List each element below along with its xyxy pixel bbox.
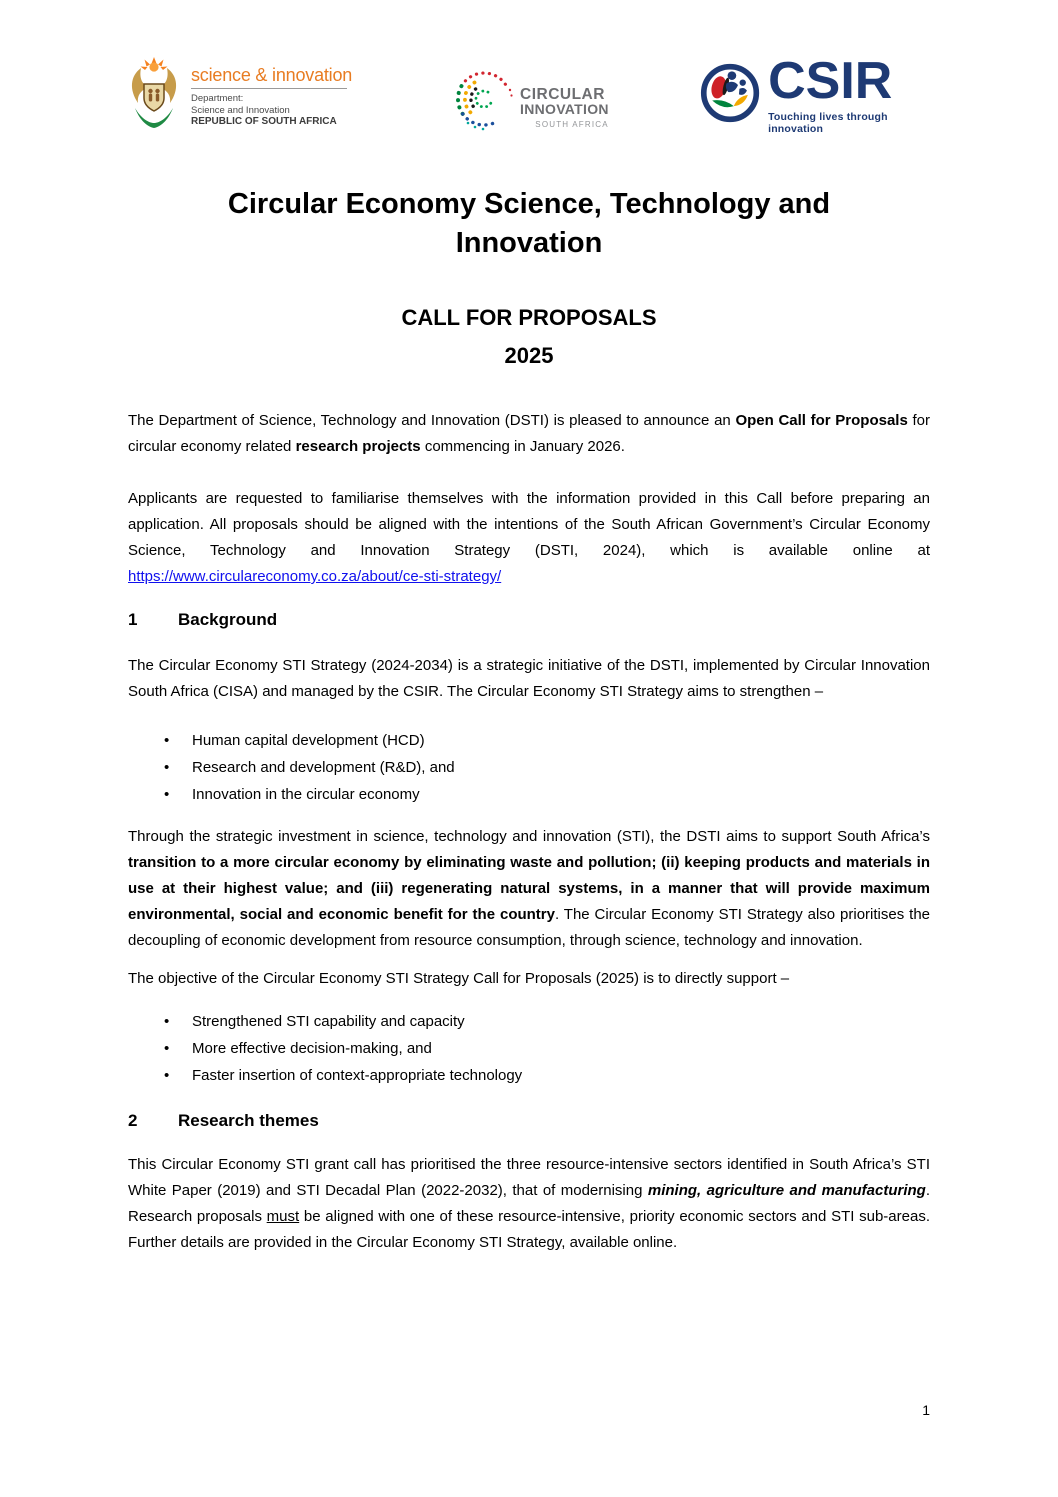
intro-paragraph xyxy=(128,408,930,460)
dsti-logo xyxy=(128,57,352,135)
applicants-paragraph xyxy=(128,486,930,590)
cisa-dotted-rings-icon xyxy=(455,59,517,137)
text-segment: Applicants are requested to familiarise themselves with the information provided in this Call before preparing an application. All proposals should be aligned with the intentions of the South African Government’s Circular Economy Science, Technology and Innovation Strategy (DSTI, 2024), which is available online at xyxy=(128,490,930,559)
cisa-logo-text xyxy=(520,59,609,129)
strategy-url-link[interactable]: https://www.circulareconomy.co.za/about/ce-sti-strategy/ xyxy=(128,568,502,585)
list-item: • Strengthened STI capability and capacity xyxy=(128,1008,930,1035)
text-segment: be aligned with one of these resource-intensive, priority economic sectors and STI sub-areas. Further details are provided in the Circular Economy STI Strategy, available online. xyxy=(128,1208,930,1251)
list-item: • Research and development (R&D), and xyxy=(128,754,930,781)
strategic-investment-paragraph xyxy=(128,824,930,954)
background-paragraph xyxy=(128,653,930,705)
sa-coat-of-arms-icon xyxy=(128,57,180,135)
text-segment: for circular economy related xyxy=(128,412,930,455)
document-subtitle xyxy=(128,299,930,375)
objective-paragraph xyxy=(128,966,930,992)
dsti-logo-text xyxy=(191,57,352,128)
text-segment: The Department of Science, Technology and Innovation (DSTI) is pleased to announce an xyxy=(128,412,736,429)
cisa-logo xyxy=(455,59,609,137)
text-segment: research projects xyxy=(295,438,421,455)
text-segment: Open Call for Proposals xyxy=(735,412,908,429)
text-segment: . The Circular Economy STI Strategy also prioritises the decoupling of economic development from resource consumption, through science, technology and innovation. xyxy=(128,906,930,949)
text-segment: must xyxy=(266,1208,300,1225)
text-segment: Through the strategic investment in science, technology and innovation (STI), the DSTI aims to support South Africa’s xyxy=(128,828,930,845)
text-segment: The objective of the Circular Economy STI Strategy Call for Proposals (2025) is to directly support – xyxy=(128,970,790,987)
section-heading-background xyxy=(128,606,930,633)
objective-bullet-list xyxy=(128,1008,930,1089)
strengthen-bullet-list xyxy=(128,727,930,808)
list-item: • More effective decision-making, and xyxy=(128,1035,930,1062)
call-for-proposals-line: CALL FOR PROPOSALS xyxy=(401,305,657,330)
dsti-dept-line2: Science and Innovation xyxy=(191,104,290,116)
research-themes-paragraph xyxy=(128,1152,930,1256)
cisa-word-circular: CIRCULAR xyxy=(520,86,605,103)
list-item: • Innovation in the circular economy xyxy=(128,781,930,808)
csir-emblem-icon xyxy=(700,60,760,126)
dsti-dept-line1: Department: xyxy=(191,93,244,104)
text-segment: transition to a more circular economy by eliminating waste and pollution; (ii) keeping products and materials in use at their highest value; and (iii) regenerating natural systems, in a manner that will provide maximum environmental, social and economic benefit for the country xyxy=(128,854,930,923)
logo-header xyxy=(128,52,930,137)
dsti-department-lines xyxy=(191,93,352,128)
text-segment: This Circular Economy STI grant call has prioritised the three resource-intensive sectors identified in South Africa’s STI White Paper (2019) and STI Decadal Plan (2022-2032), that of modernising xyxy=(128,1156,930,1199)
text-segment: . Research proposals xyxy=(128,1182,930,1225)
cisa-word-south-africa: SOUTH AFRICA xyxy=(535,120,609,129)
text-segment: The Circular Economy STI Strategy (2024-2034) is a strategic initiative of the DSTI, implemented by Circular Innovation South Africa (CISA) and managed by the CSIR. The Circular Economy STI Strategy aims to strengthen – xyxy=(128,657,930,700)
section-label: Research themes xyxy=(178,1111,319,1130)
dsti-divider xyxy=(191,88,347,89)
text-segment: commencing in January 2026. xyxy=(420,438,625,455)
page-number: 1 xyxy=(922,1402,930,1418)
dsti-dept-line3: REPUBLIC OF SOUTH AFRICA xyxy=(191,116,337,127)
section-number: 2 xyxy=(128,1111,138,1130)
section-number: 1 xyxy=(128,610,138,629)
document-title: Circular Economy Science, Technology and Innovation xyxy=(227,188,831,259)
section-label: Background xyxy=(178,610,278,629)
list-item: • Faster insertion of context-appropriate technology xyxy=(128,1062,930,1089)
list-item: • Human capital development (HCD) xyxy=(128,727,930,754)
year-line: 2025 xyxy=(504,343,554,368)
section-heading-research-themes xyxy=(128,1107,930,1134)
csir-logo-text xyxy=(768,52,930,135)
csir-tagline: Touching lives through innovation xyxy=(768,111,888,135)
dsti-brand-wordmark: science & innovation xyxy=(191,65,353,85)
cisa-word-innovation: INNOVATION xyxy=(520,101,609,117)
csir-wordmark: CSIR xyxy=(768,52,893,110)
csir-logo xyxy=(700,52,930,135)
text-segment: mining, agriculture and manufacturing xyxy=(647,1182,926,1199)
